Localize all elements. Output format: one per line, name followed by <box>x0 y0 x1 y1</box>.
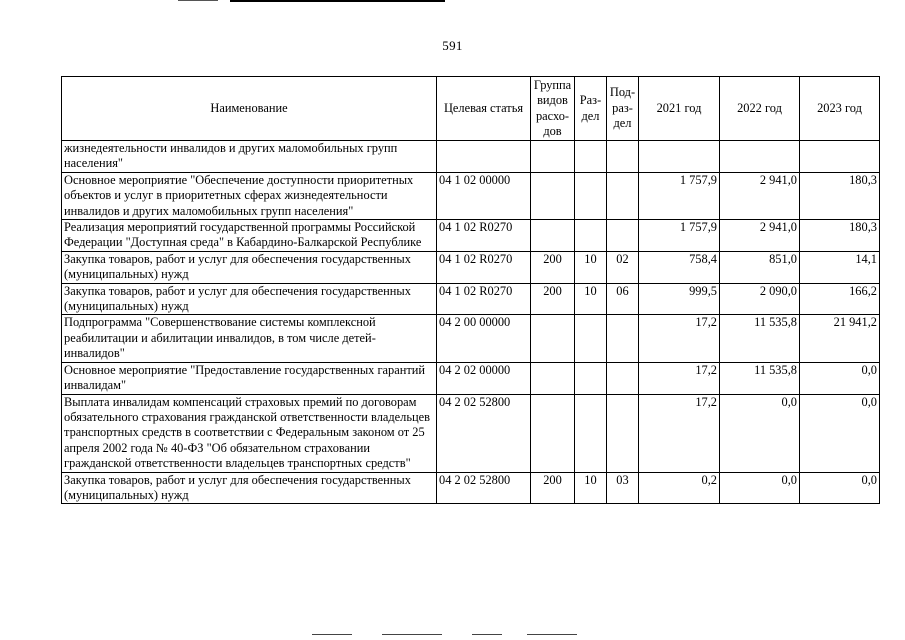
row-target <box>437 141 531 173</box>
row-target: 04 2 02 52800 <box>437 394 531 472</box>
row-section <box>575 315 607 362</box>
row-2022: 2 941,0 <box>720 172 800 219</box>
row-2022: 0,0 <box>720 472 800 504</box>
row-2023: 21 941,2 <box>800 315 880 362</box>
row-name: Выплата инвалидам компенсаций страховых премий по договорам обязательного страхования гражданской ответственности владельцев транспортных средств в соответствии с Федеральным законом от 25 апреля 2002 года № 40-ФЗ "Об обязательном страховании гражданской ответственности владельцев транспортных средств" <box>62 394 437 472</box>
row-name: жизнедеятельности инвалидов и других маломобильных групп населения" <box>62 141 437 173</box>
row-section <box>575 141 607 173</box>
row-target: 04 2 00 00000 <box>437 315 531 362</box>
row-target: 04 1 02 R0270 <box>437 251 531 283</box>
row-section <box>575 394 607 472</box>
row-target: 04 2 02 00000 <box>437 362 531 394</box>
row-2022: 11 535,8 <box>720 362 800 394</box>
row-section: 10 <box>575 251 607 283</box>
scan-bottom-marks <box>312 634 592 638</box>
row-subsection <box>607 172 639 219</box>
row-subsection <box>607 220 639 252</box>
row-name: Реализация мероприятий государственной программы Российской Федерации "Доступная среда" в Кабардино-Балкарской Республике <box>62 220 437 252</box>
row-target: 04 1 02 R0270 <box>437 283 531 315</box>
row-group <box>531 362 575 394</box>
table-row <box>62 220 880 252</box>
row-name: Закупка товаров, работ и услуг для обеспечения государственных (муниципальных) нужд <box>62 472 437 504</box>
table-header-row <box>62 77 880 141</box>
row-2023: 0,0 <box>800 472 880 504</box>
row-group: 200 <box>531 251 575 283</box>
row-group <box>531 141 575 173</box>
row-name: Основное мероприятие "Обеспечение доступности приоритетных объектов и услуг в приоритетных сферах жизнедеятельности инвалидов и других маломобильных групп населения" <box>62 172 437 219</box>
row-2021 <box>639 141 720 173</box>
table-row <box>62 472 880 504</box>
row-group: 200 <box>531 472 575 504</box>
row-2022 <box>720 141 800 173</box>
row-2021: 999,5 <box>639 283 720 315</box>
row-name: Подпрограмма "Совершенствование системы комплексной реабилитации и абилитации инвалидов, в том числе детей-инвалидов" <box>62 315 437 362</box>
row-2022: 851,0 <box>720 251 800 283</box>
header-subsection: Под-раз-дел <box>607 77 639 141</box>
row-2021: 17,2 <box>639 394 720 472</box>
row-section: 10 <box>575 283 607 315</box>
row-2022: 2 090,0 <box>720 283 800 315</box>
row-section: 10 <box>575 472 607 504</box>
row-2022: 2 941,0 <box>720 220 800 252</box>
row-name: Закупка товаров, работ и услуг для обеспечения государственных (муниципальных) нужд <box>62 283 437 315</box>
row-group <box>531 315 575 362</box>
scan-top-rule <box>230 0 445 2</box>
row-2023: 180,3 <box>800 220 880 252</box>
table-row <box>62 283 880 315</box>
row-subsection: 03 <box>607 472 639 504</box>
row-name: Основное мероприятие "Предоставление государственных гарантий инвалидам" <box>62 362 437 394</box>
row-group <box>531 172 575 219</box>
table-row <box>62 315 880 362</box>
row-target: 04 2 02 52800 <box>437 472 531 504</box>
table-row <box>62 394 880 472</box>
row-subsection: 02 <box>607 251 639 283</box>
row-section <box>575 172 607 219</box>
row-subsection <box>607 141 639 173</box>
row-2023: 0,0 <box>800 394 880 472</box>
table-row <box>62 141 880 173</box>
table-row <box>62 172 880 219</box>
header-2023: 2023 год <box>800 77 880 141</box>
row-group <box>531 220 575 252</box>
header-name: Наименование <box>62 77 437 141</box>
budget-table <box>61 76 880 504</box>
header-2021: 2021 год <box>639 77 720 141</box>
header-2022: 2022 год <box>720 77 800 141</box>
row-2021: 1 757,9 <box>639 172 720 219</box>
scan-top-mark <box>178 0 218 1</box>
row-group: 200 <box>531 283 575 315</box>
row-target: 04 1 02 R0270 <box>437 220 531 252</box>
row-2021: 758,4 <box>639 251 720 283</box>
table-row <box>62 362 880 394</box>
header-section: Раз-дел <box>575 77 607 141</box>
row-subsection <box>607 315 639 362</box>
row-2023: 180,3 <box>800 172 880 219</box>
row-2021: 17,2 <box>639 362 720 394</box>
row-2021: 0,2 <box>639 472 720 504</box>
row-2023: 14,1 <box>800 251 880 283</box>
row-target: 04 1 02 00000 <box>437 172 531 219</box>
row-2023 <box>800 141 880 173</box>
row-2023: 166,2 <box>800 283 880 315</box>
table-row <box>62 251 880 283</box>
page-number: 591 <box>442 38 463 53</box>
row-subsection <box>607 362 639 394</box>
row-2021: 1 757,9 <box>639 220 720 252</box>
row-2022: 0,0 <box>720 394 800 472</box>
row-subsection <box>607 394 639 472</box>
row-group <box>531 394 575 472</box>
row-2021: 17,2 <box>639 315 720 362</box>
header-group: Группа видов расхо-дов <box>531 77 575 141</box>
row-2023: 0,0 <box>800 362 880 394</box>
row-subsection: 06 <box>607 283 639 315</box>
header-target: Целевая статья <box>437 77 531 141</box>
row-section <box>575 220 607 252</box>
row-section <box>575 362 607 394</box>
row-2022: 11 535,8 <box>720 315 800 362</box>
row-name: Закупка товаров, работ и услуг для обеспечения государственных (муниципальных) нужд <box>62 251 437 283</box>
